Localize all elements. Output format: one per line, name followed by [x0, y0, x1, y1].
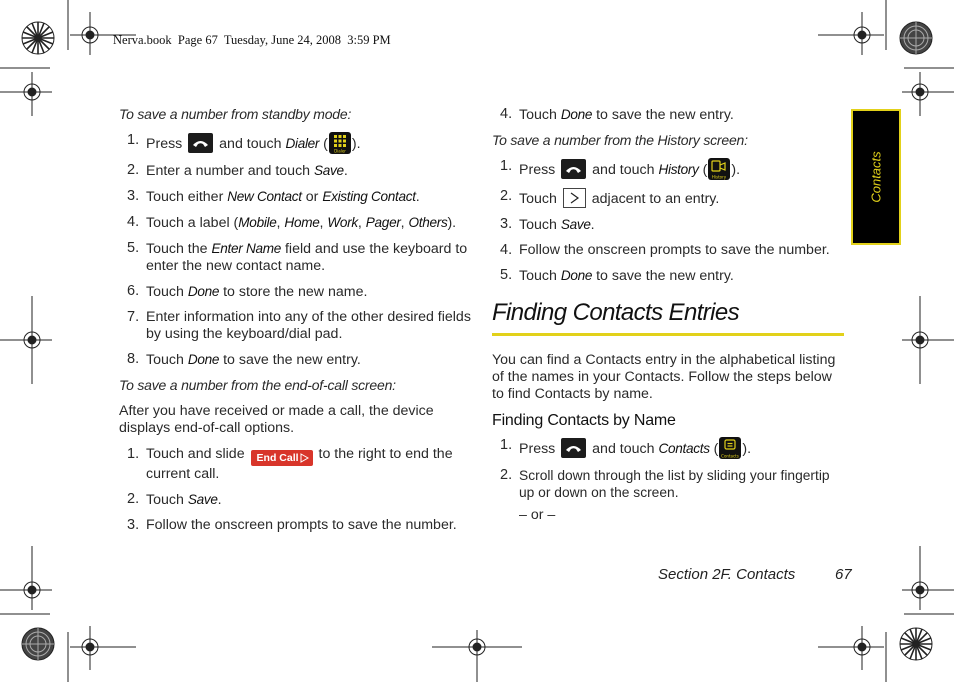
list-item: 1. Press and touch Dialer ( Dialer ). [127, 132, 361, 154]
list-item: 2. Touch Save. [127, 491, 222, 508]
history-icon [708, 158, 730, 180]
list-item: 4. Touch Done to save the new entry. [500, 106, 734, 123]
or-separator: – or – [519, 507, 556, 523]
list-item: 1. Touch and slide End Call to the right to end the current call. [127, 446, 453, 482]
find-steps [492, 437, 844, 501]
endcall-heading: To save a number from the end-of-call screen: [119, 377, 396, 393]
sub-heading: Finding Contacts by Name [492, 412, 676, 429]
list-item: 4. Follow the onscreen prompts to save the number. [500, 242, 830, 258]
standby-steps [119, 132, 471, 369]
svg-text:Contacts: Contacts [721, 453, 740, 459]
phone-key-icon [561, 159, 586, 179]
end-call-slider: End Call [251, 450, 313, 466]
right-column [492, 106, 844, 524]
endcall-intro: After you have received or made a call, the device displays end-of-call options. [119, 403, 434, 436]
phone-key-icon [188, 133, 213, 153]
list-item: 1. Press and touch History ( History ). [500, 158, 741, 180]
section-tab [851, 109, 901, 245]
history-heading: To save a number from the History screen: [492, 132, 748, 148]
list-item: 6. Touch Done to store the new name. [127, 283, 368, 300]
chevron-right-icon [563, 188, 586, 208]
list-item: 1. Press and touch Contacts ( Contacts ). [500, 437, 752, 459]
list-item: 8. Touch Done to save the new entry. [127, 351, 361, 368]
list-item: 2. Scroll down through the list by sliding your fingertip up or down on the screen. [500, 467, 830, 500]
slide-arrow-icon [300, 453, 309, 463]
dialer-icon [329, 132, 351, 154]
list-item: 3. Touch Save. [500, 216, 595, 233]
standby-steps-continued [492, 106, 844, 124]
list-item: 3. Follow the onscreen prompts to save the number. [127, 517, 457, 533]
section-title: Finding Contacts Entries [492, 299, 844, 336]
phone-key-icon [561, 438, 586, 458]
list-item: 3. Touch either New Contact or Existing Contact. [127, 188, 420, 205]
list-item: 5. Touch Done to save the new entry. [500, 267, 734, 284]
section-intro: You can find a Contacts entry in the alphabetical listing of the names in your Contacts. Follow the steps below to find Contacts by name. [492, 352, 836, 402]
svg-text:History: History [712, 174, 727, 180]
section-tab-label: Contacts [868, 151, 884, 203]
list-item: 2. Touch adjacent to an entry. [500, 188, 720, 207]
left-column [119, 106, 471, 542]
list-item: 4. Touch a label (Mobile, Home, Work, Pager, Others). [127, 214, 457, 231]
page-number: 67 [835, 566, 852, 583]
list-item: 5. Touch the Enter Name field and use the keyboard to enter the new contact name. [127, 240, 468, 274]
contacts-icon [719, 437, 741, 459]
svg-text:Dialer: Dialer [333, 148, 346, 154]
page-header: Nerva.book Page 67 Tuesday, June 24, 2008 3:59 PM [113, 33, 391, 47]
endcall-steps [119, 446, 471, 534]
history-steps [492, 158, 844, 285]
list-item: 2. Enter a number and touch Save. [127, 162, 348, 179]
footer-section: Section 2F. Contacts [658, 566, 796, 583]
standby-heading: To save a number from standby mode: [119, 106, 352, 122]
list-item: 7. Enter information into any of the other desired fields by using the keyboard/dial pad. [127, 309, 471, 342]
